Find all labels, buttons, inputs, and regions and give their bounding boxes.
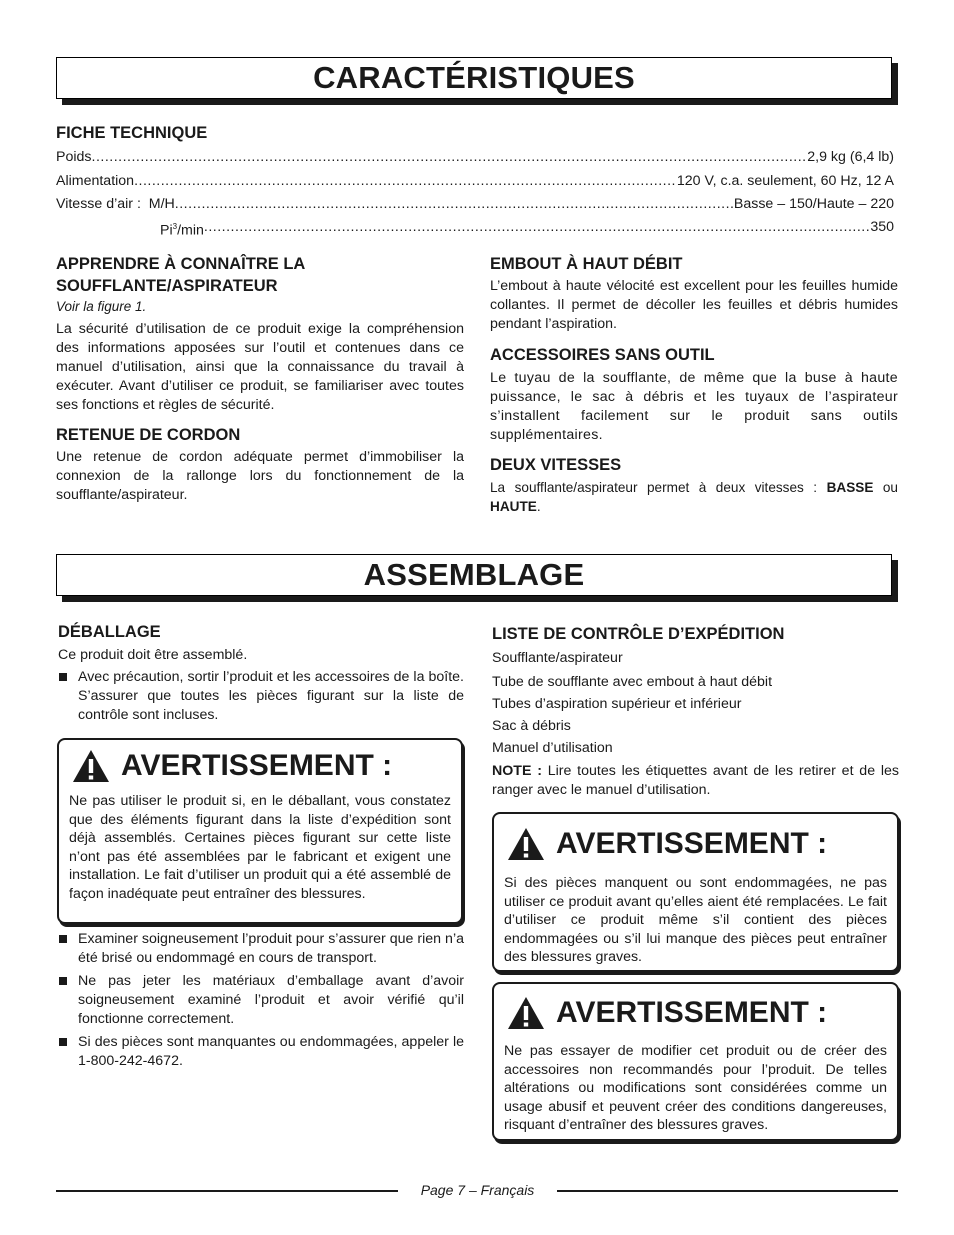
checklist-item: Tube de soufflante avec embout à haut débit [492,674,773,690]
spec-label: Vitesse d’air : M/H [56,196,175,212]
accessoires-body: Le tuyau de la soufflante, de même que la buse à haute puissance, le sac à débris et les tuyaux de l’aspirateur s’installent facilement sur le produit sans outils supplémentaires. [490,370,898,443]
bullet-square-icon [59,977,67,985]
deballage-heading: DÉBALLAGE [58,623,161,641]
embout-heading: EMBOUT À HAUT DÉBIT [490,255,683,273]
spec-value: 2,9 kg (6,4 lb) [807,149,894,165]
bullet-square-icon [59,935,67,943]
section-title: CARACTÉRISTIQUES [313,60,635,95]
spec-label: Poids [56,149,92,165]
spec-label: Alimentation [56,173,135,189]
retenue-heading: RETENUE DE CORDON [56,426,241,444]
checklist-item: Tubes d’aspiration supérieur et inférieur [492,696,742,712]
warning-box-3 [492,982,899,1141]
apprendre-heading [56,253,305,297]
figure-reference: Voir la figure 1. [56,299,147,314]
checklist-item: Soufflante/aspirateur [492,650,623,666]
deballage-bullet: Avec précaution, sortir l’produit et les accessoires de la boîte. S’assurer que toutes les pièces figurant sur la liste de contrôle sont incluses. [56,668,464,725]
spec-value: 350 [870,219,894,235]
heading-line: SOUFFLANTE/ASPIRATEUR [56,277,278,295]
warning-body: Ne pas essayer de modifier cet produit ou de créer des accessoires non recommandés pour l’produit. De telles altérations ou modifications sont considérées comme un usage abusif et peuvent créer des conditions dangereuses, risquant d’entraîner des blessures graves. [504,1043,887,1133]
warning-header [494,984,897,1042]
warning-title: AVERTISSEMENT : [556,827,828,860]
page-footer: Page 7 – Français [420,1182,535,1198]
fiche-technique-heading: FICHE TECHNIQUE [56,124,208,142]
footer-rule-left [56,1190,398,1192]
deballage-bullet: Examiner soigneusement l’produit pour s’assurer que rien n’a été brisé ou endommagé en cours de transport. [56,930,464,968]
retenue-body: Une retenue de cordon adéquate permet d’immobiliser la connexion de la rallonge lors du fonctionnement de la soufflante/aspirateur. [56,449,464,503]
footer-rule-right [557,1190,898,1192]
dot-leader [92,148,808,166]
spec-row-vitesse [56,195,894,213]
warning-triangle-icon [71,748,111,784]
warning-title: AVERTISSEMENT : [121,749,393,782]
spec-row-poids [56,148,894,166]
dot-leader [204,218,870,240]
bullet-square-icon [59,673,67,681]
vitesses-heading: DEUX VITESSES [490,456,622,474]
bullet-square-icon [59,1038,67,1046]
section-banner-caracteristiques [56,57,892,99]
section-title: ASSEMBLAGE [363,557,585,592]
spec-row-alimentation [56,172,894,190]
dot-leader [175,195,734,213]
warning-triangle-icon [506,995,546,1031]
warning-header [494,814,897,874]
accessoires-heading: ACCESSOIRES SANS OUTIL [490,346,715,364]
spec-row-pi3min [160,218,894,240]
deballage-bullet: Si des pièces sont manquantes ou endommagées, appeler le 1-800-242-4672. [56,1033,464,1071]
warning-box-2 [492,812,899,972]
spec-label: Pi$^3$/min [160,222,204,239]
warning-box-1 [57,738,463,924]
checklist-item: Manuel d’utilisation [492,740,613,756]
warning-title: AVERTISSEMENT : [556,996,828,1029]
warning-header [59,740,461,792]
dot-leader [134,172,677,190]
liste-note: NOTE : Lire toutes les étiquettes avant de les retirer et de les ranger avec le manuel d’utilisation. [492,763,900,798]
warning-triangle-icon [506,826,546,862]
section-banner-assemblage [56,554,892,596]
embout-body: L’embout à haute vélocité est excellent pour les feuilles humide collantes. Il permet de décoller les feuilles et débris humides pendant l’aspiration. [490,278,898,332]
spec-value: Basse – 150/Haute – 220 [733,196,894,212]
liste-heading: LISTE DE CONTRÔLE D’EXPÉDITION [492,625,785,643]
warning-body: Ne pas utiliser le produit si, en le déballant, vous constatez que des éléments figurant dans la liste d’expédition sont déjà assemblés. Certaines pièces figurant sur cette liste n’ont pas été assemblées par le fabricant et exigent une installation. Le fait d’utiliser un produit qui a été assemblé de façon inadéquate peut entraîner des blessures. [69,793,451,902]
deballage-bullet: Ne pas jeter les matériaux d’emballage avant d’avoir soigneusement examiné l’produit et avoir vérifié qu’il fonctionne correctement. [56,972,464,1029]
apprendre-body: La sécurité d’utilisation de ce produit exige la compréhension des informations apposées sur l’outil et contenues dans ce manuel d’utilisation, ainsi que la connaissance du travail à exécuter. Avant d’utiliser ce produit, se familiariser avec toutes ses fonctions et règles de sécurité. [56,321,464,413]
heading-line: APPRENDRE À CONNAÎTRE LA [56,255,306,273]
checklist-item: Sac à débris [492,718,571,734]
vitesses-body: La soufflante/aspirateur permet à deux vitesses : BASSE ou HAUTE. [490,480,898,514]
warning-body: Si des pièces manquent ou sont endommagées, ne pas utiliser ce produit avant qu’elles aient été remplacées. Le fait d’utiliser ce produit même s’il contient des pièces endommagées ou s’il lui manque des pièces peut entraîner des blessures graves. [504,875,887,965]
deballage-intro: Ce produit doit être assemblé. [58,647,248,663]
spec-value: 120 V, c.a. seulement, 60 Hz, 12 A [676,173,894,189]
